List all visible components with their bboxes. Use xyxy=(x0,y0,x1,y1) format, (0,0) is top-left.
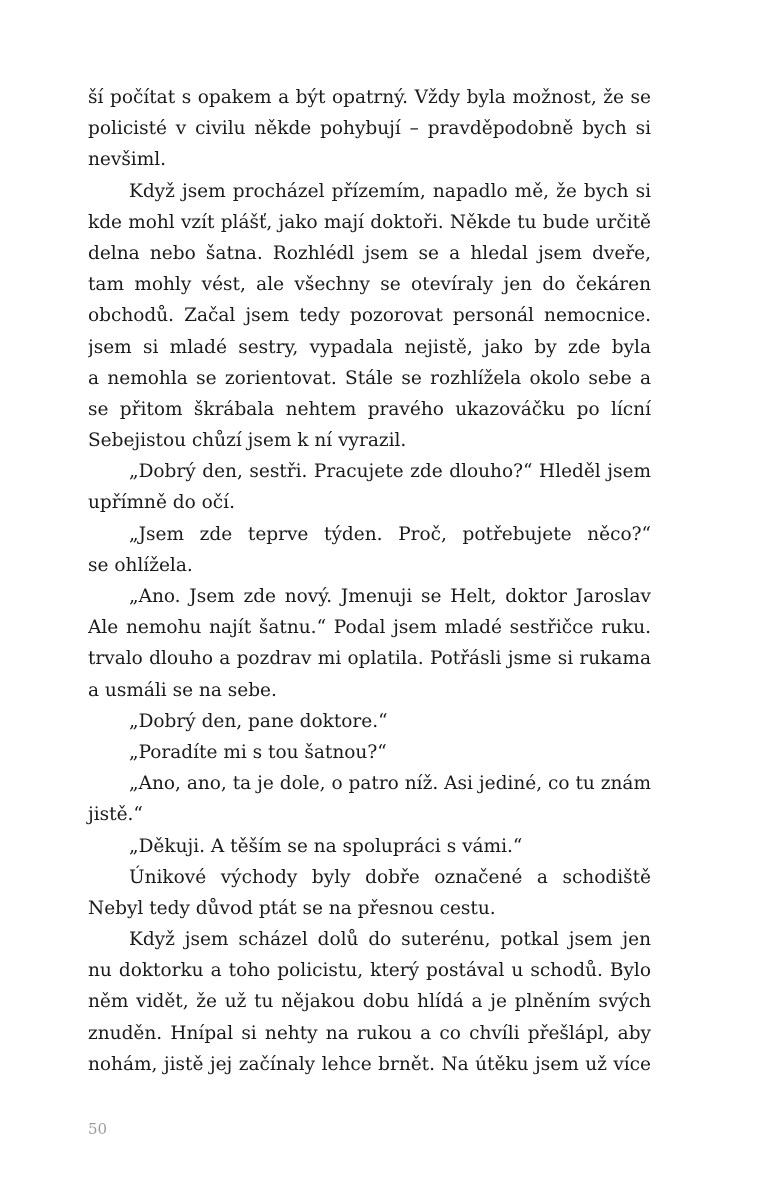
text-line: „Poradíte mi s tou šatnou?“ xyxy=(129,741,387,763)
text-line: upřímně do očí. xyxy=(88,492,235,514)
text-line: „Ano, ano, ta je dole, o patro níž. Asi jediné, co tu znám xyxy=(129,773,651,795)
text-line: ší počítat s opakem a být opatrný. Vždy byla možnost, že se xyxy=(88,87,651,108)
text-line: a usmáli se na sebe. xyxy=(88,679,277,701)
text-line: Nebyl tedy důvod ptát se na přesnou cestu. xyxy=(88,897,496,919)
text-line: „Dobrý den, pane doktore.“ xyxy=(129,710,388,732)
text-line: „Ano. Jsem zde nový. Jmenuji se Helt, doktor Jaroslav xyxy=(129,586,651,607)
text-line: „Děkuji. A těším se na spolupráci s vámi.“ xyxy=(129,835,523,857)
text-line: tam mohly vést, ale všechny se otevíraly jen do čekáren xyxy=(88,274,651,296)
text-line: se přitom škrábala nehtem pravého ukazováčku po lícní xyxy=(88,398,651,420)
text-line: nu doktorku a toho policistu, který postával u schodů. Bylo xyxy=(88,960,651,982)
text-line: Když jsem procházel přízemím, napadlo mě, že bych si xyxy=(129,180,651,202)
text-line: kde mohl vzít plášť, jako mají doktoři. Někde tu bude určitě xyxy=(88,211,651,233)
text-line: „Dobrý den, sestři. Pracujete zde dlouho?“ Hleděl jsem xyxy=(129,461,651,483)
text-line: policisté v civilu někde pohybují – pravděpodobně bych si xyxy=(88,118,651,140)
text-line: Když jsem scházel dolů do suterénu, potkal jsem jen xyxy=(129,929,651,951)
text-line: Ale nemohu najít šatnu.“ Podal jsem mladé sestřičce ruku. xyxy=(88,617,651,639)
text-line: Sebejistou chůzí jsem k ní vyrazil. xyxy=(88,430,407,452)
page-number: 50 xyxy=(88,1120,108,1138)
text-line: Únikové východy byly dobře označené a schodiště xyxy=(129,866,651,888)
text-line: obchodů. Začal jsem tedy pozorovat personál nemocnice. xyxy=(88,305,651,327)
text-line: a nemohla se zorientovat. Stále se rozhlížela okolo sebe a xyxy=(88,367,651,389)
text-line: nevšiml. xyxy=(88,149,167,171)
body-text xyxy=(88,82,651,1080)
text-line: jsem si mladé sestry, vypadala nejistě, jako by zde byla xyxy=(88,336,651,358)
text-line: se ohlížela. xyxy=(88,554,193,576)
text-line: „Jsem zde teprve týden. Proč, potřebujete něco?“ xyxy=(129,523,651,545)
text-line: něm vidět, že už tu nějakou dobu hlídá a je plněním svých xyxy=(88,991,651,1013)
text-line: znuděn. Hnípal si nehty na rukou a co chvíli přešlápl, aby xyxy=(88,1022,651,1044)
text-line: nohám, jistě jej začínaly lehce brnět. Na útěku jsem už více xyxy=(88,1053,651,1075)
text-line: delna nebo šatna. Rozhlédl jsem se a hledal jsem dveře, xyxy=(88,242,651,264)
text-line: trvalo dlouho a pozdrav mi oplatila. Potřásli jsme si rukama xyxy=(88,648,651,670)
text-line: jistě.“ xyxy=(88,804,143,826)
